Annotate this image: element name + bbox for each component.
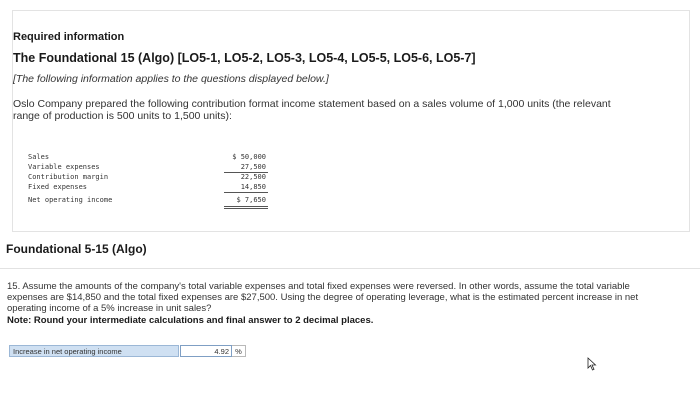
statement-label-variable-expenses: Variable expenses <box>28 163 100 171</box>
question-text: 15. Assume the amounts of the company's total variable expenses and total fixed expenses were reversed. In other words, assume the total variable expenses are $14,850 and the total fixed expenses are $27,500. Using the degree of operating leverage, what is the estimated percent increase in net operating income of a 5% increase in unit sales? <box>7 281 639 314</box>
intro-note: [The following information applies to the questions displayed below.] <box>13 73 329 85</box>
rounding-note: Note: Round your intermediate calculations and final answer to 2 decimal places. <box>7 315 374 326</box>
problem-description: Oslo Company prepared the following contribution format income statement based on a sales volume of 1,000 units (the relevant range of production is 500 units to 1,500 units): <box>13 98 611 122</box>
statement-label-net-operating-income: Net operating income <box>28 196 113 204</box>
answer-unit: % <box>232 345 246 357</box>
statement-label-fixed-expenses: Fixed expenses <box>28 183 88 191</box>
double-underline-bottom <box>224 208 268 209</box>
statement-value-variable-expenses: 27,500 <box>240 163 266 171</box>
statement-value-contribution-margin: 22,500 <box>240 173 266 181</box>
statement-label-contribution-margin: Contribution margin <box>28 173 109 181</box>
problem-title: The Foundational 15 (Algo) [LO5-1, LO5-2, LO5-3, LO5-4, LO5-5, LO5-6, LO5-7] <box>13 51 476 65</box>
statement-value-sales: $ 50,000 <box>232 153 266 161</box>
statement-label-sales: Sales <box>28 153 50 161</box>
required-information-heading: Required information <box>13 31 125 43</box>
statement-value-net-operating-income: $ 7,650 <box>236 196 266 204</box>
statement-value-fixed-expenses: 14,850 <box>240 183 266 191</box>
section-divider <box>0 268 700 269</box>
answer-input[interactable] <box>180 345 232 357</box>
mouse-pointer-icon <box>587 357 597 371</box>
answer-label: Increase in net operating income <box>9 345 179 357</box>
section-title: Foundational 5-15 (Algo) <box>6 242 147 256</box>
underline <box>224 192 268 193</box>
double-underline-top <box>224 206 268 207</box>
